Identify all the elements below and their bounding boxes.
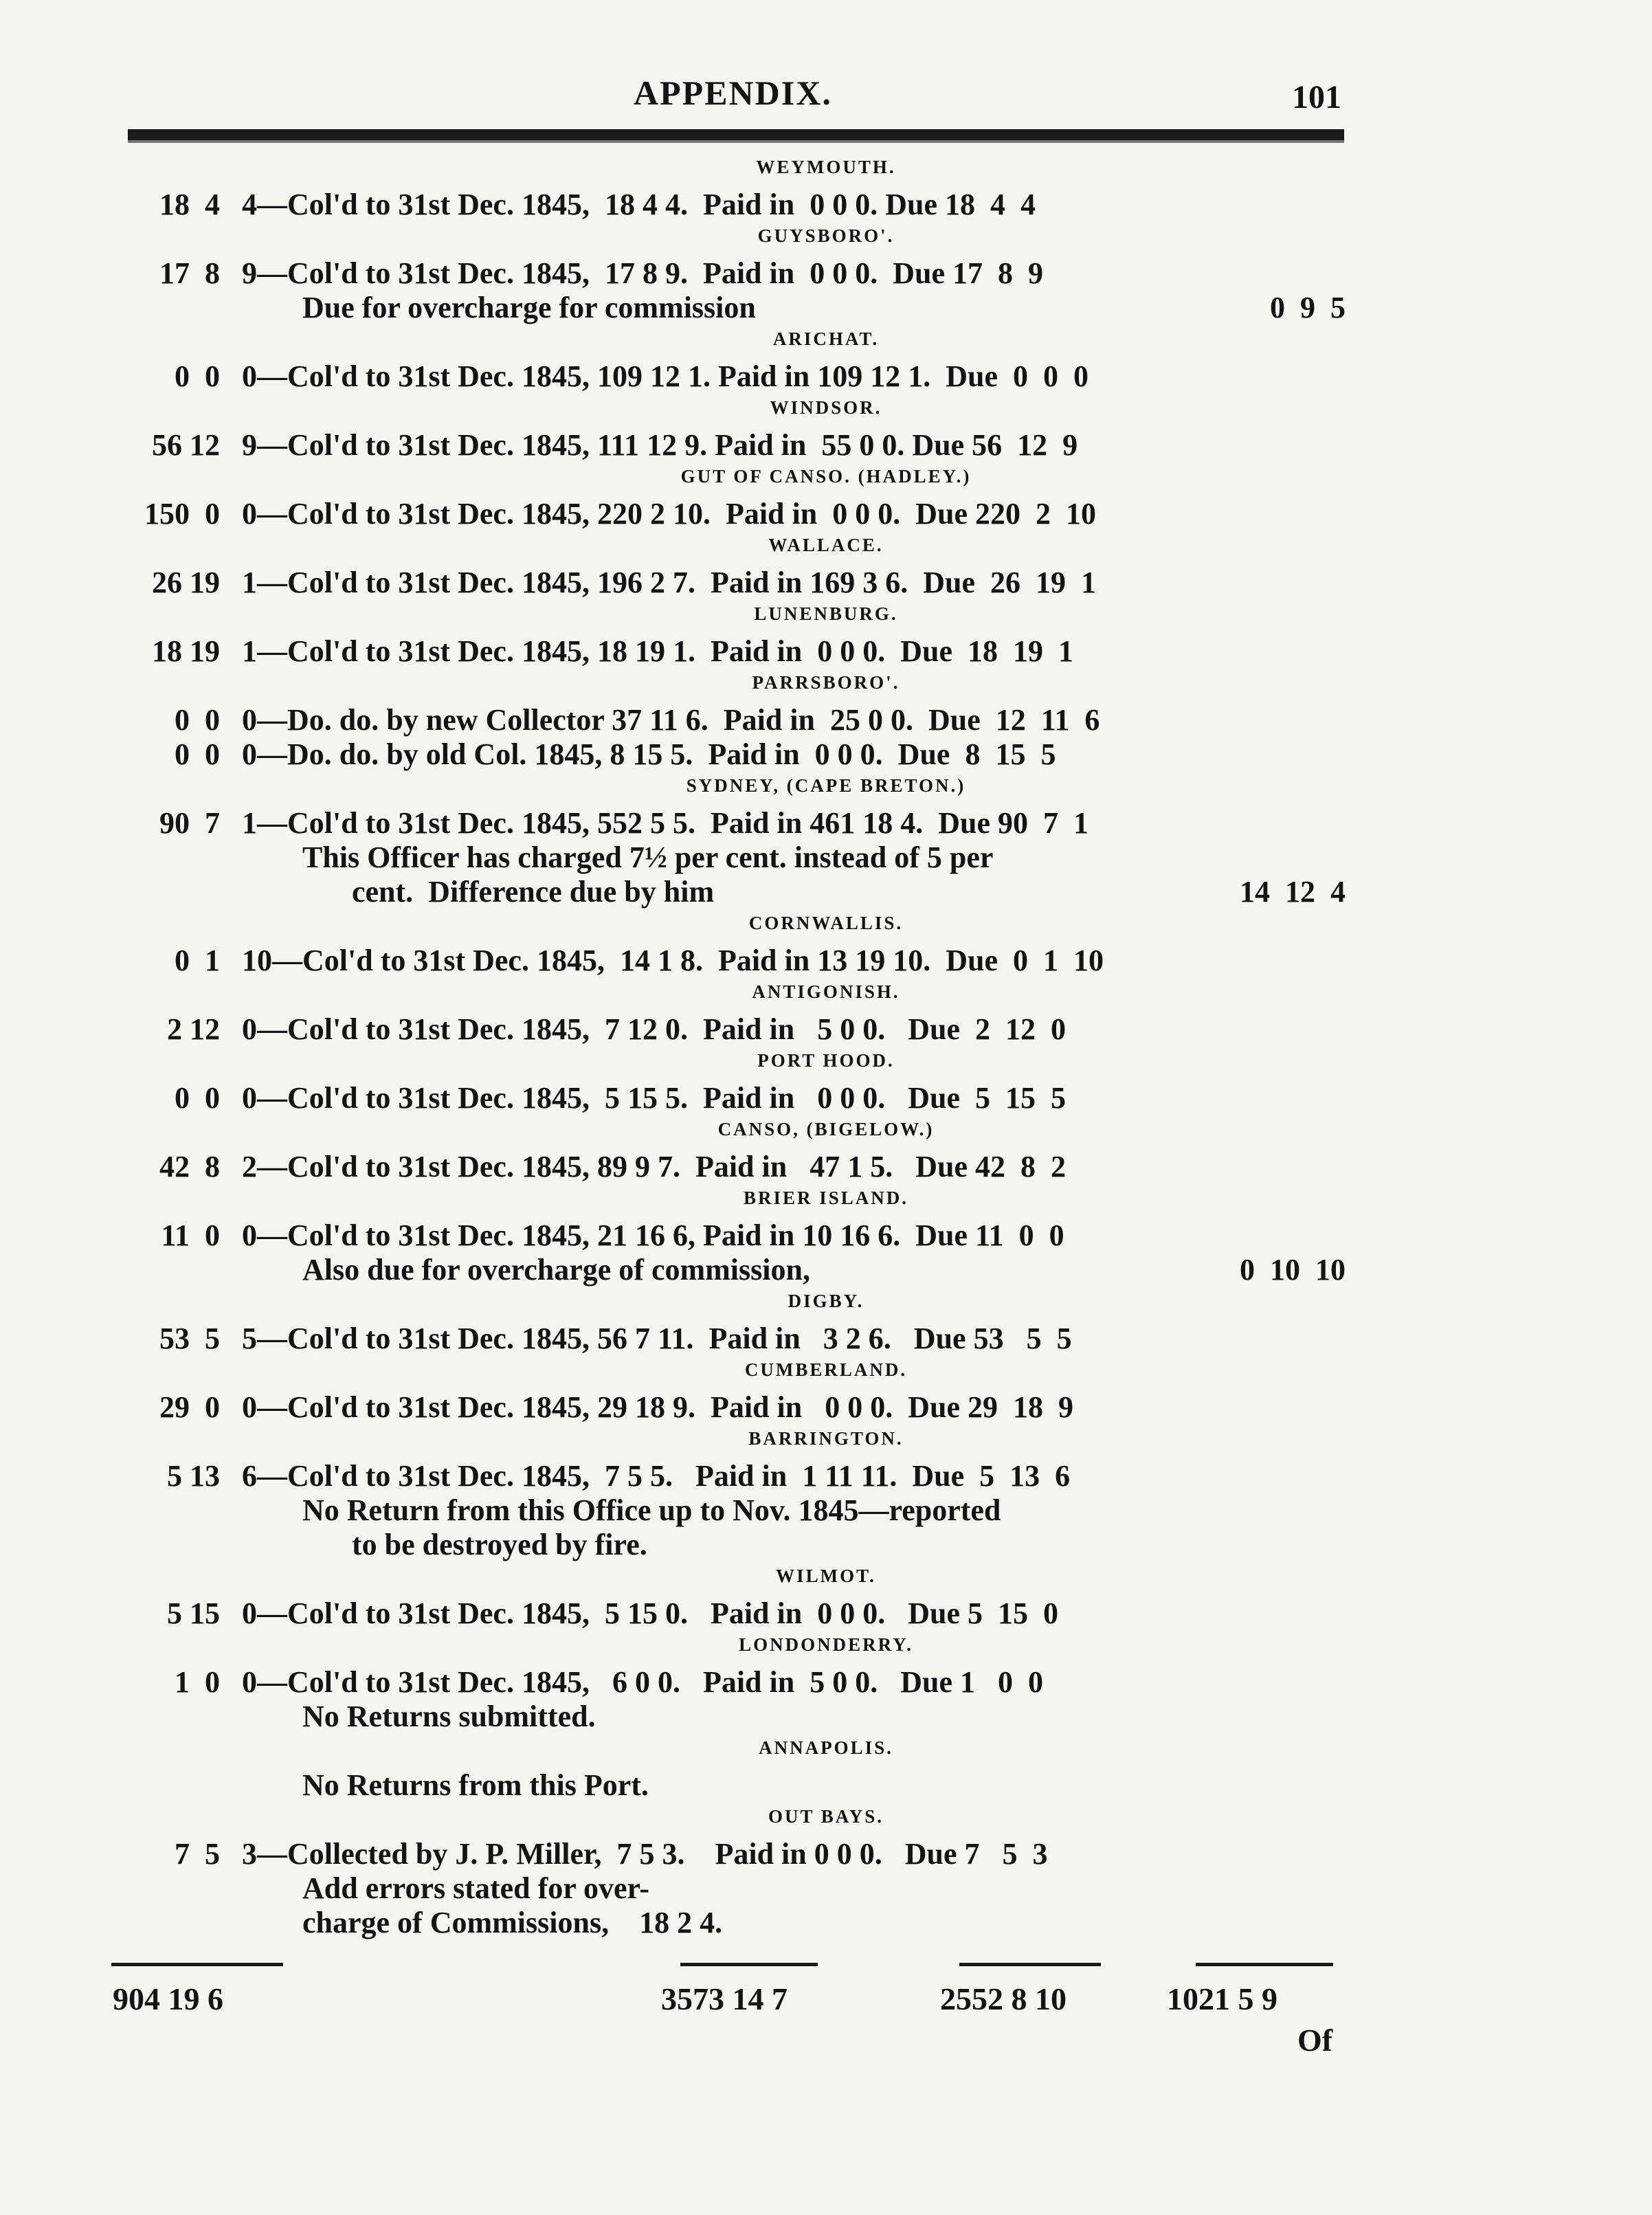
ledger-line (0, 1080, 1652, 1117)
entry-text: 9—Col'd to 31st Dec. 1845, 111 12 9. Paid in 55 0 0. Due 56 12 9 (242, 428, 1078, 462)
total-paid: 2552 8 10 (940, 1981, 1067, 2016)
entry-text: 0—Col'd to 31st Dec. 1845, 6 0 0. Paid in 5 0 0. Due 1 0 0 (242, 1665, 1043, 1699)
ledger-line (0, 1596, 1652, 1633)
ledger-line (0, 1321, 1652, 1358)
section-heading: BRIER ISLAND. (743, 1188, 909, 1208)
entry-note: charge of Commissions, 18 2 4. (302, 1906, 723, 1939)
ledger-line (0, 359, 1652, 396)
section-heading: WALLACE. (768, 535, 884, 555)
section-heading: OUT BAYS. (768, 1806, 884, 1827)
header-rule (128, 129, 1344, 143)
total-rule-3 (959, 1963, 1101, 1966)
entry-note: No Return from this Office up to Nov. 1845—reported (302, 1493, 1001, 1527)
section-heading: SYDNEY, (CAPE BRETON.) (686, 775, 966, 796)
section-heading: LUNENBURG. (754, 603, 898, 624)
section-heading: ANNAPOLIS. (759, 1737, 893, 1758)
section-heading: LONDONDERRY. (739, 1634, 913, 1655)
entry-note: Due for overcharge for commission (302, 291, 756, 324)
balance-brought-forward: 42 8 (159, 1150, 220, 1183)
ledger-line (0, 1699, 1652, 1736)
entry-note: This Officer has charged 7½ per cent. instead of 5 per (302, 841, 994, 874)
total-collected: 3573 14 7 (661, 1981, 788, 2016)
ledger-line (0, 702, 1652, 739)
section-heading: WEYMOUTH. (756, 157, 896, 177)
page-header (0, 69, 1652, 131)
entry-note: No Returns submitted. (302, 1700, 596, 1733)
section-heading: GUT OF CANSO. (HADLEY.) (680, 466, 972, 487)
entry-text: 2—Col'd to 31st Dec. 1845, 89 9 7. Paid in 47 1 5. Due 42 8 2 (242, 1150, 1066, 1183)
entry-text: 4—Col'd to 31st Dec. 1845, 18 4 4. Paid in 0 0 0. Due 18 4 4 (242, 188, 1036, 221)
balance-brought-forward: 1 0 (175, 1665, 220, 1699)
ledger-line (0, 1768, 1652, 1805)
entry-text: 1—Col'd to 31st Dec. 1845, 18 19 1. Paid in 0 0 0. Due 18 19 1 (242, 634, 1073, 668)
entry-text: 0—Col'd to 31st Dec. 1845, 29 18 9. Paid in 0 0 0. Due 29 18 9 (242, 1390, 1073, 1424)
entry-text: 0—Col'd to 31st Dec. 1845, 109 12 1. Paid in 109 12 1. Due 0 0 0 (242, 359, 1089, 393)
ledger-line (0, 1871, 1652, 1908)
section-heading: PORT HOOD. (757, 1050, 895, 1071)
page-number: 101 (1292, 79, 1341, 115)
ledger-line (0, 1665, 1652, 1702)
entry-text: 3—Collected by J. P. Miller, 7 5 3. Paid in 0 0 0. Due 7 5 3 (242, 1837, 1048, 1871)
section-heading: BARRINGTON. (748, 1428, 904, 1449)
ledger-line (0, 290, 1652, 327)
ledger-line (0, 427, 1652, 465)
balance-brought-forward: 7 5 (175, 1837, 220, 1871)
entry-note: Add errors stated for over- (302, 1871, 650, 1905)
ledger-line (0, 256, 1652, 293)
ledger-line (0, 1836, 1652, 1873)
ledger-line (0, 634, 1652, 671)
entry-text: 6—Col'd to 31st Dec. 1845, 7 5 5. Paid in 1 11 11. Due 5 13 6 (242, 1459, 1071, 1493)
due-amount: 0 9 5 (1270, 291, 1346, 324)
balance-brought-forward: 0 1 (175, 944, 220, 977)
section-heading: CORNWALLIS. (748, 913, 904, 933)
section-heading: WINDSOR. (770, 397, 882, 418)
section-heading: ANTIGONISH. (752, 981, 900, 1002)
ledger-line (0, 496, 1652, 533)
balance-brought-forward: 0 0 (175, 737, 220, 771)
entry-text: 10—Col'd to 31st Dec. 1845, 14 1 8. Paid in 13 19 10. Due 0 1 10 (242, 944, 1104, 977)
entry-note: No Returns from this Port. (302, 1768, 649, 1802)
ledger-line (0, 805, 1652, 843)
section-heading: CUMBERLAND. (744, 1359, 908, 1380)
balance-brought-forward: 5 13 (167, 1459, 220, 1493)
entry-text: 0—Col'd to 31st Dec. 1845, 5 15 5. Paid in 0 0 0. Due 5 15 5 (242, 1081, 1066, 1115)
entry-text: 0—Do. do. by new Collector 37 11 6. Paid in 25 0 0. Due 12 11 6 (242, 703, 1100, 737)
entry-text: 0—Col'd to 31st Dec. 1845, 5 15 0. Paid in 0 0 0. Due 5 15 0 (242, 1596, 1058, 1630)
ledger-line (0, 1390, 1652, 1427)
balance-brought-forward: 29 0 (159, 1390, 220, 1424)
ledger-line (0, 1905, 1652, 1942)
total-left: 904 19 6 (113, 1981, 223, 2016)
ledger-line (0, 1149, 1652, 1186)
balance-brought-forward: 53 5 (159, 1322, 220, 1355)
total-rule-1 (111, 1963, 283, 1966)
ledger-line (0, 1252, 1652, 1289)
entry-note: Also due for overcharge of commission, (302, 1253, 810, 1287)
ledger-line (0, 840, 1652, 877)
ledger-line (0, 943, 1652, 980)
section-heading: WILMOT. (776, 1566, 876, 1586)
balance-brought-forward: 0 0 (175, 1081, 220, 1115)
entry-text: 1—Col'd to 31st Dec. 1845, 552 5 5. Paid in 461 18 4. Due 90 7 1 (242, 806, 1089, 840)
section-heading: GUYSBORO'. (757, 225, 895, 246)
section-heading: PARRSBORO'. (752, 672, 900, 693)
due-amount: 14 12 4 (1240, 875, 1346, 909)
entry-text: 0—Col'd to 31st Dec. 1845, 220 2 10. Paid in 0 0 0. Due 220 2 10 (242, 497, 1096, 531)
ledger-line (0, 1218, 1652, 1255)
balance-brought-forward: 90 7 (159, 806, 220, 840)
page-title: APPENDIX. (634, 74, 832, 112)
balance-brought-forward: 56 12 (152, 428, 220, 462)
ledger-line (0, 187, 1652, 224)
ledger-line (0, 737, 1652, 774)
ledger-line (0, 565, 1652, 602)
balance-brought-forward: 150 0 (144, 497, 220, 531)
entry-note-continued: cent. Difference due by him (352, 875, 715, 909)
balance-brought-forward: 17 8 (159, 256, 220, 290)
entry-text: 0—Do. do. by old Col. 1845, 8 15 5. Paid in 0 0 0. Due 8 15 5 (242, 737, 1056, 771)
entry-text: 9—Col'd to 31st Dec. 1845, 17 8 9. Paid in 0 0 0. Due 17 8 9 (242, 256, 1043, 290)
balance-brought-forward: 18 19 (152, 634, 220, 668)
entry-note-continued: to be destroyed by fire. (352, 1528, 647, 1561)
ledger-line (0, 1493, 1652, 1530)
entry-text: 0—Col'd to 31st Dec. 1845, 7 12 0. Paid in 5 0 0. Due 2 12 0 (242, 1012, 1066, 1046)
entry-text: 0—Col'd to 31st Dec. 1845, 21 16 6, Paid in 10 16 6. Due 11 0 0 (242, 1218, 1064, 1252)
section-heading: CANSO, (BIGELOW.) (717, 1119, 935, 1139)
ledger-line (0, 1012, 1652, 1049)
balance-brought-forward: 26 19 (152, 566, 220, 599)
ledger-line (0, 874, 1652, 911)
due-amount: 0 10 10 (1240, 1253, 1346, 1287)
section-heading: DIGBY. (788, 1291, 864, 1311)
section-heading: ARICHAT. (772, 329, 880, 349)
balance-brought-forward: 11 0 (161, 1218, 220, 1252)
ledger-line (0, 1527, 1652, 1564)
balance-brought-forward: 18 4 (159, 188, 220, 221)
total-rule-2 (680, 1963, 818, 1966)
total-due: 1021 5 9 (1167, 1981, 1277, 2016)
catchword: Of (1297, 2023, 1333, 2058)
total-rule-4 (1196, 1963, 1333, 1966)
balance-brought-forward: 5 15 (167, 1596, 220, 1630)
balance-brought-forward: 0 0 (175, 703, 220, 737)
balance-brought-forward: 2 12 (167, 1012, 220, 1046)
balance-brought-forward: 0 0 (175, 359, 220, 393)
ledger-line (0, 1458, 1652, 1495)
entry-text: 5—Col'd to 31st Dec. 1845, 56 7 11. Paid in 3 2 6. Due 53 5 5 (242, 1322, 1072, 1355)
entry-text: 1—Col'd to 31st Dec. 1845, 196 2 7. Paid in 169 3 6. Due 26 19 1 (242, 566, 1096, 599)
